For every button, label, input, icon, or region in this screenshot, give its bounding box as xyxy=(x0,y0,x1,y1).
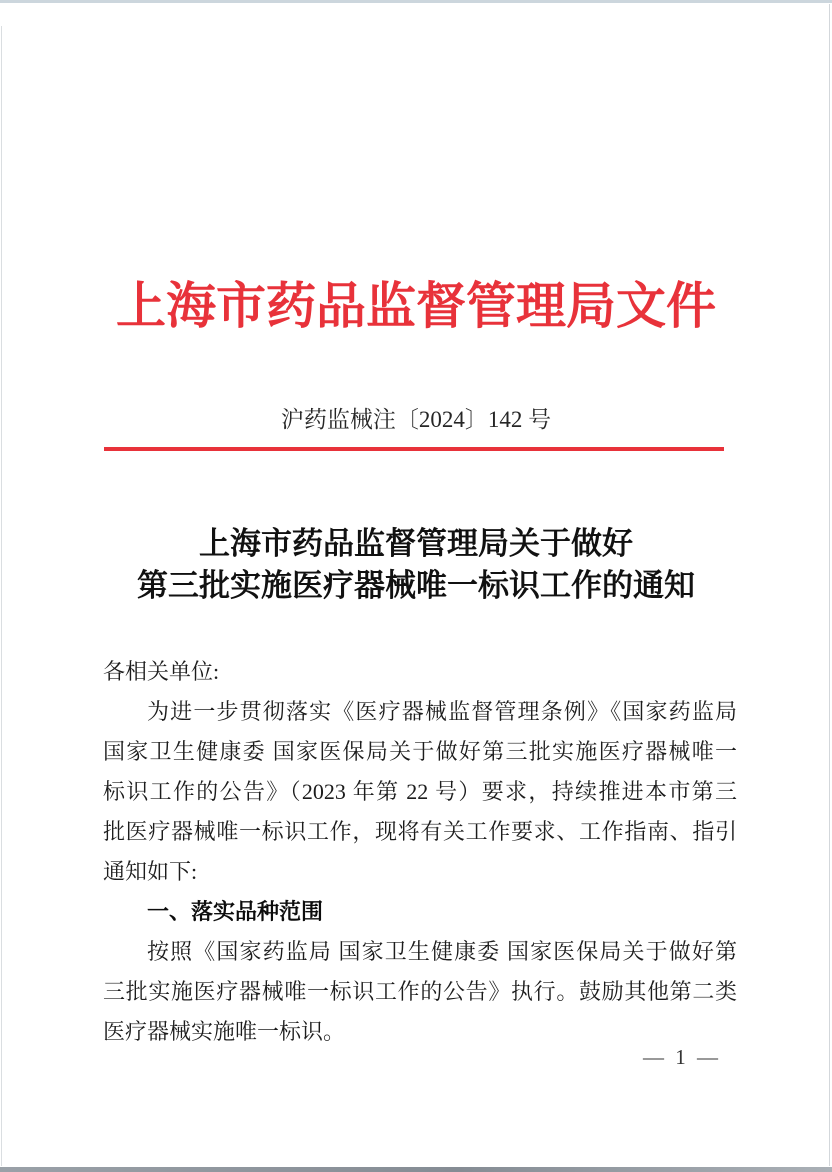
section-1-heading: 一、落实品种范围 xyxy=(147,899,324,924)
document-title xyxy=(0,523,832,607)
document-title-line1: 上海市药品监督管理局关于做好 xyxy=(199,526,633,561)
paragraph-line: 国家卫生健康委 国家医保局关于做好第三批实施医疗器械唯一 xyxy=(103,739,737,764)
paragraph-line: 为进一步贯彻落实《医疗器械监督管理条例》《国家药监局 xyxy=(147,699,737,724)
scan-edge-top xyxy=(0,0,832,3)
document-body xyxy=(103,652,737,1052)
paragraph-line: 标识工作的公告》（2023 年第 22 号）要求，持续推进本市第三 xyxy=(103,779,737,804)
paragraph-line: 三批实施医疗器械唯一标识工作的公告》执行。鼓励其他第二类 xyxy=(103,979,737,1004)
paragraph-line: 医疗器械实施唯一标识。 xyxy=(103,1019,346,1044)
letterhead-divider-rule xyxy=(104,447,724,451)
paragraph-line: 按照《国家药监局 国家卫生健康委 国家医保局关于做好第 xyxy=(147,939,737,964)
paragraph-line: 批医疗器械唯一标识工作，现将有关工作要求、工作指南、指引 xyxy=(103,819,737,844)
page-number: — 1 — xyxy=(643,1045,721,1069)
document-title-line2: 第三批实施医疗器械唯一标识工作的通知 xyxy=(137,568,695,603)
paragraph-line: 通知如下: xyxy=(103,859,198,884)
agency-letterhead-title: 上海市药品监督管理局文件 xyxy=(116,278,716,334)
scan-edge-bottom xyxy=(0,1167,832,1172)
salutation: 各相关单位: xyxy=(103,659,220,684)
document-number: 沪药监械注〔2024〕142 号 xyxy=(280,407,552,432)
